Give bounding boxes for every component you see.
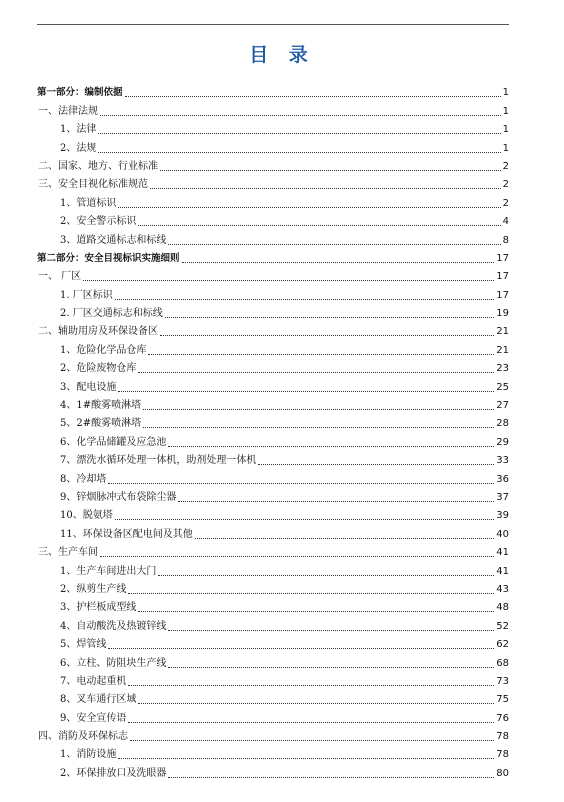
toc-entry-page: 37 xyxy=(496,491,509,503)
toc-leader-dots xyxy=(83,280,494,281)
toc-leader-dots xyxy=(168,667,494,668)
toc-entry-label: 2、安全警示标识 xyxy=(60,216,137,228)
toc-entry-page: 33 xyxy=(496,455,509,467)
toc-leader-dots xyxy=(138,703,494,704)
toc-entry[interactable] xyxy=(37,266,509,284)
toc-entry-page: 68 xyxy=(496,657,509,669)
toc-entry[interactable] xyxy=(37,82,509,100)
toc-entry-page: 76 xyxy=(496,712,509,724)
toc-entry-page: 48 xyxy=(496,602,509,614)
toc-entry-label: 二、辅助用房及环保设备区 xyxy=(38,326,158,338)
toc-entry-label: 5、焊管线 xyxy=(60,639,107,651)
toc-leader-dots xyxy=(258,464,494,465)
toc-leader-dots xyxy=(100,556,494,557)
toc-entry-page: 2 xyxy=(502,179,509,191)
toc-entry[interactable] xyxy=(37,174,509,192)
toc-leader-dots xyxy=(118,391,494,392)
toc-entry-label: 6、立柱、防阻块生产线 xyxy=(60,657,167,669)
toc-entry-label: 4、自动酸洗及热镀锌线 xyxy=(60,620,167,632)
toc-entry[interactable] xyxy=(37,505,509,523)
toc-entry[interactable] xyxy=(37,579,509,597)
toc-entry[interactable] xyxy=(37,450,509,468)
toc-entry-label: 8、冷却塔 xyxy=(60,473,107,485)
toc-entry-page: 8 xyxy=(502,234,509,246)
toc-entry-page: 43 xyxy=(496,583,509,595)
toc-entry[interactable] xyxy=(37,487,509,505)
toc-entry-page: 39 xyxy=(496,510,509,522)
toc-entry-page: 40 xyxy=(496,528,509,540)
toc-entry[interactable] xyxy=(37,468,509,486)
toc-entry-label: 1、生产车间进出大门 xyxy=(60,565,157,577)
toc-leader-dots xyxy=(195,538,495,539)
toc-entry-page: 2 xyxy=(502,197,509,209)
toc-leader-dots xyxy=(130,740,494,741)
toc-leader-dots xyxy=(115,299,495,300)
toc-entry[interactable] xyxy=(37,321,509,339)
toc-entry-label: 2. 厂区交通标志和标线 xyxy=(60,308,163,320)
toc-entry[interactable] xyxy=(37,192,509,210)
toc-entry[interactable] xyxy=(37,284,509,302)
toc-entry-label: 1、法律 xyxy=(60,124,97,136)
toc-entry-label: 4、1#酸雾喷淋塔 xyxy=(60,400,142,412)
toc-entry[interactable] xyxy=(37,615,509,633)
toc-entry-page: 17 xyxy=(496,271,509,283)
toc-entry[interactable] xyxy=(37,395,509,413)
toc-entry[interactable] xyxy=(37,358,509,376)
toc-entry-page: 36 xyxy=(496,473,509,485)
toc-entry-label: 第二部分：安全目视标识实施细则 xyxy=(37,252,180,264)
toc-entry[interactable] xyxy=(37,689,509,707)
toc-leader-dots xyxy=(168,244,500,245)
toc-entry-label: 10、脱氨塔 xyxy=(60,510,113,522)
toc-leader-dots xyxy=(118,207,500,208)
toc-entry-label: 1. 厂区标识 xyxy=(60,289,113,301)
toc-entry-page: 17 xyxy=(496,289,509,301)
toc-leader-dots xyxy=(138,611,494,612)
toc-entry[interactable] xyxy=(37,652,509,670)
toc-entry-label: 2、危险废物仓库 xyxy=(60,363,137,375)
toc-leader-dots xyxy=(143,427,494,428)
toc-leader-dots xyxy=(98,133,500,134)
toc-entry[interactable] xyxy=(37,560,509,578)
toc-entry-page: 78 xyxy=(496,731,509,743)
toc-leader-dots xyxy=(168,630,494,631)
toc-entry[interactable] xyxy=(37,597,509,615)
toc-entry[interactable] xyxy=(37,634,509,652)
toc-entry-label: 2、法规 xyxy=(60,142,97,154)
toc-leader-dots xyxy=(128,685,494,686)
toc-leader-dots xyxy=(138,372,494,373)
toc-entry-label: 2、纵剪生产线 xyxy=(60,583,127,595)
toc-entry-page: 75 xyxy=(496,694,509,706)
toc-leader-dots xyxy=(115,519,495,520)
toc-entry-page: 62 xyxy=(496,639,509,651)
toc-entry-label: 2、环保排放口及洗眼器 xyxy=(60,767,167,779)
toc-entry-label: 9、安全宣传语 xyxy=(60,712,127,724)
toc-entry[interactable] xyxy=(37,762,509,780)
toc-leader-dots xyxy=(160,170,501,171)
toc-entry[interactable] xyxy=(37,339,509,357)
toc-entry[interactable] xyxy=(37,229,509,247)
toc-leader-dots xyxy=(128,593,494,594)
toc-entry-label: 三、生产车间 xyxy=(38,547,98,559)
toc-leader-dots xyxy=(160,335,494,336)
toc-entry[interactable] xyxy=(37,542,509,560)
toc-entry-label: 6、化学品储罐及应急池 xyxy=(60,436,167,448)
toc-entry-label: 三、安全目视化标准规范 xyxy=(38,179,148,191)
toc-entry-label: 3、道路交通标志和标线 xyxy=(60,234,167,246)
toc-entry[interactable] xyxy=(37,248,509,266)
toc-entry[interactable] xyxy=(37,431,509,449)
toc-entry-label: 5、2#酸雾喷淋塔 xyxy=(60,418,142,430)
toc-leader-dots xyxy=(168,777,494,778)
toc-entry-label: 11、环保设备区配电间及其他 xyxy=(60,528,193,540)
toc-entry[interactable] xyxy=(37,726,509,744)
toc-entry[interactable] xyxy=(37,744,509,762)
toc-entry-page: 23 xyxy=(496,363,509,375)
toc-entry-page: 4 xyxy=(502,216,509,228)
toc-leader-dots xyxy=(100,115,501,116)
toc-entry-page: 29 xyxy=(496,436,509,448)
toc-entry-page: 41 xyxy=(496,565,509,577)
toc-leader-dots xyxy=(178,501,494,502)
toc-leader-dots xyxy=(108,648,494,649)
toc-entry-label: 一、 厂区 xyxy=(38,271,82,283)
toc-entry-page: 78 xyxy=(496,749,509,761)
toc-leader-dots xyxy=(165,317,495,318)
toc-leader-dots xyxy=(138,225,500,226)
toc-entry-label: 7、漂洗水循环处理一体机，助剂处理一体机 xyxy=(60,455,257,467)
toc-entry-label: 3、护栏板成型线 xyxy=(60,602,137,614)
toc-entry[interactable] xyxy=(37,100,509,118)
toc-entry-page: 1 xyxy=(502,87,509,99)
toc-entry-page: 1 xyxy=(502,124,509,136)
toc-entry[interactable] xyxy=(37,707,509,725)
toc-entry-label: 第一部分：编制依据 xyxy=(37,87,123,99)
toc-entry-page: 21 xyxy=(496,326,509,338)
toc-entry-page: 73 xyxy=(496,675,509,687)
toc-entry-page: 41 xyxy=(496,547,509,559)
toc-entry[interactable] xyxy=(37,303,509,321)
header-rule xyxy=(37,24,509,25)
toc-entry-label: 1、管道标识 xyxy=(60,197,117,209)
toc-entry-label: 1、消防设施 xyxy=(60,749,117,761)
toc-entry-page: 28 xyxy=(496,418,509,430)
toc-entry-page: 2 xyxy=(502,160,509,172)
toc-entry-label: 3、配电设施 xyxy=(60,381,117,393)
toc-entry-page: 21 xyxy=(496,344,509,356)
toc-leader-dots xyxy=(158,575,494,576)
toc-entry[interactable] xyxy=(37,137,509,155)
toc-leader-dots xyxy=(150,188,501,189)
toc-leader-dots xyxy=(168,446,494,447)
toc-leader-dots xyxy=(148,354,494,355)
toc-entry-label: 二、国家、地方、行业标准 xyxy=(38,160,158,172)
toc-leader-dots xyxy=(118,758,494,759)
toc-entry-label: 8、叉车通行区域 xyxy=(60,694,137,706)
toc-leader-dots xyxy=(108,483,494,484)
toc-leader-dots xyxy=(98,152,500,153)
toc-entry-page: 1 xyxy=(502,142,509,154)
toc-entry-page: 52 xyxy=(496,620,509,632)
toc-entry-page: 25 xyxy=(496,381,509,393)
toc-entry[interactable] xyxy=(37,523,509,541)
toc-entry-page: 17 xyxy=(496,252,509,264)
toc-entry[interactable] xyxy=(37,156,509,174)
toc-entry-label: 一、法律法规 xyxy=(38,105,98,117)
toc-leader-dots xyxy=(125,96,501,97)
toc-entry-page: 80 xyxy=(496,767,509,779)
table-of-contents xyxy=(37,82,509,781)
toc-entry-label: 1、危险化学品仓库 xyxy=(60,344,147,356)
toc-leader-dots xyxy=(182,262,495,263)
toc-entry[interactable] xyxy=(37,376,509,394)
toc-entry-label: 四、消防及环保标志 xyxy=(38,731,128,743)
toc-leader-dots xyxy=(128,722,494,723)
toc-entry-page: 1 xyxy=(502,105,509,117)
toc-entry-label: 9、锌烟脉冲式布袋除尘器 xyxy=(60,491,177,503)
toc-leader-dots xyxy=(143,409,494,410)
toc-entry[interactable] xyxy=(37,671,509,689)
toc-entry[interactable] xyxy=(37,211,509,229)
toc-entry-page: 27 xyxy=(496,400,509,412)
toc-entry-page: 19 xyxy=(496,308,509,320)
page-title: 目 录 xyxy=(249,44,315,66)
toc-entry-label: 7、电动起重机 xyxy=(60,675,127,687)
toc-entry[interactable] xyxy=(37,413,509,431)
toc-entry[interactable] xyxy=(37,119,509,137)
